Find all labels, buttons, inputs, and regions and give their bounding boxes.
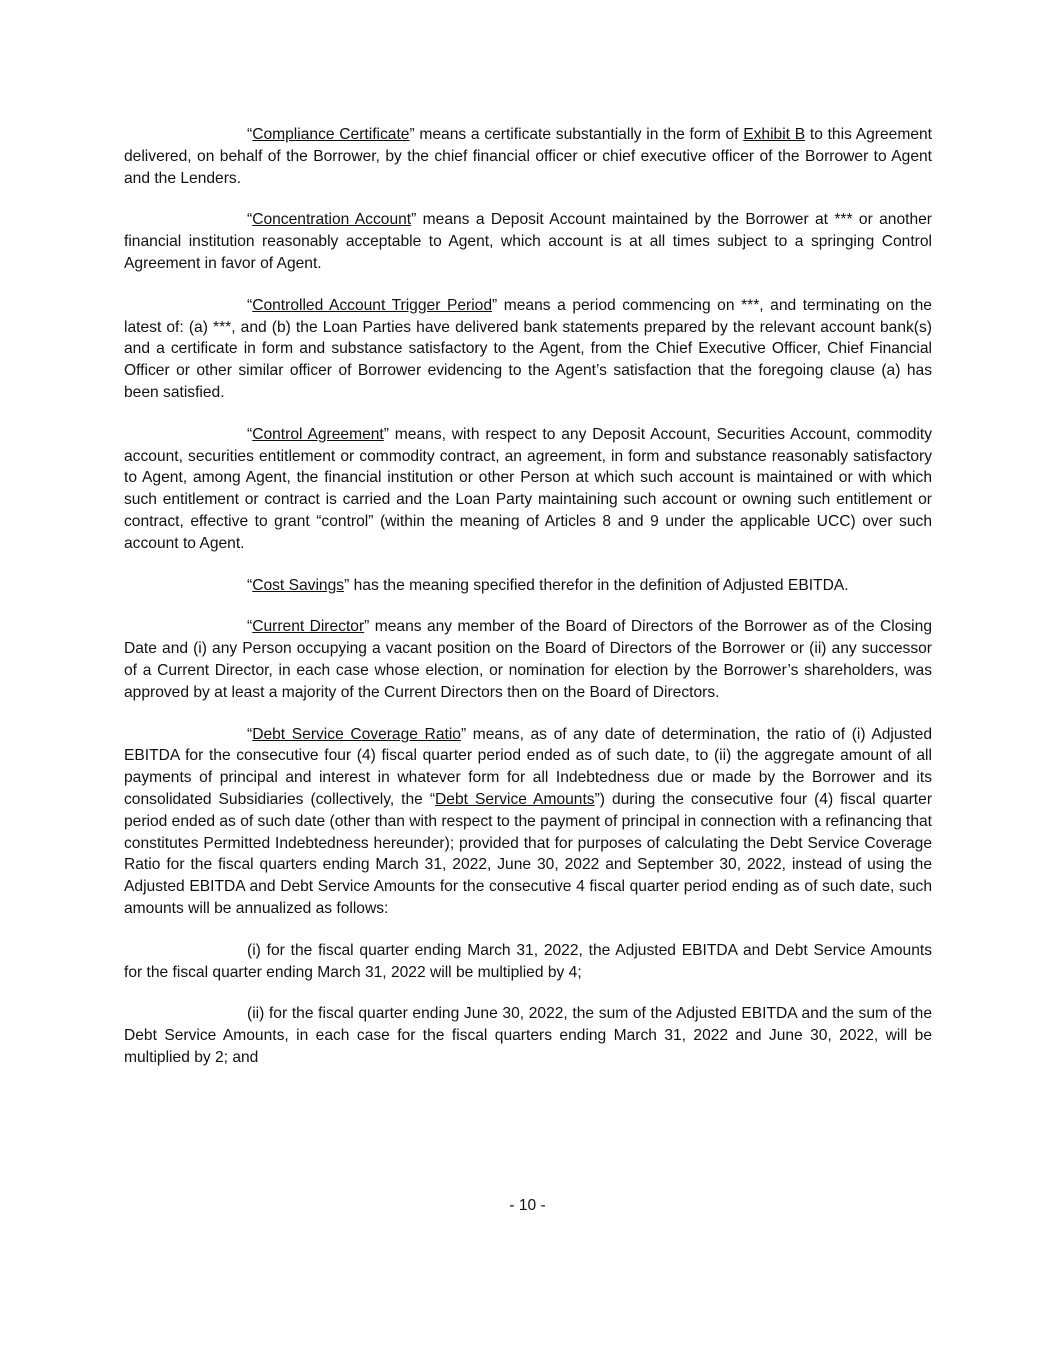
definition-control-agreement xyxy=(124,424,932,555)
open-quote: “ xyxy=(247,425,253,443)
definition-text: ”) during the consecutive four (4) fiscal quarter period ended as of such date (other than with respect to the payment of principal in connection with a refinancing that constitutes Permitted Indebtedness hereunder); provided that for purposes of calculating the Debt Service Coverage Ratio for the fiscal quarters ending March 31, 2022, June 30, 2022 and September 30, 2022, instead of using the Adjusted EBITDA and Debt Service Amounts for the consecutive 4 fiscal quarter period ending as of such date, such amounts will be annualized as follows: xyxy=(124,790,933,917)
defined-term: Controlled Account Trigger Period xyxy=(252,296,493,314)
document-page xyxy=(124,124,932,1089)
defined-term-inline: Debt Service Amounts xyxy=(435,790,595,808)
open-quote: “ xyxy=(247,211,253,229)
defined-term: Debt Service Coverage Ratio xyxy=(252,725,461,743)
definition-concentration-account xyxy=(124,209,932,274)
exhibit-reference: Exhibit B xyxy=(743,126,806,143)
open-quote: “ xyxy=(247,618,253,636)
defined-term: Current Director xyxy=(252,618,365,636)
definition-text: means a certificate substantially in the form of xyxy=(414,126,744,143)
definition-controlled-account-trigger-period xyxy=(124,295,932,404)
defined-term: Cost Savings xyxy=(252,576,345,594)
close-quote: ” xyxy=(383,425,389,443)
close-quote: ” xyxy=(364,618,370,636)
close-quote: ” xyxy=(409,126,415,143)
definition-current-director xyxy=(124,616,932,703)
open-quote: “ xyxy=(247,576,253,594)
definition-debt-service-coverage-ratio xyxy=(124,724,932,920)
clause-ii: (ii) for the fiscal quarter ending June 30, 2022, the sum of the Adjusted EBITDA and the sum of the Debt Service Amounts, in each case for the fiscal quarters ending March 31, 2022 and June 30, 2022, will be multiplied by 2; and xyxy=(124,1005,932,1066)
definition-cost-savings xyxy=(124,575,932,597)
definition-text: has the meaning specified therefor in the definition of Adjusted EBITDA. xyxy=(349,576,849,594)
clause-i: (i) for the fiscal quarter ending March 31, 2022, the Adjusted EBITDA and Debt Service Amounts for the fiscal quarter ending March 31, 2022 will be multiplied by 4; xyxy=(124,941,932,981)
definition-text: to this Agreement delivered, on behalf of the Borrower, by the chief financial officer or chief executive officer of the Borrower to Agent and the Lenders. xyxy=(124,126,932,187)
close-quote: ” xyxy=(411,211,417,229)
open-quote: “ xyxy=(247,126,253,143)
definition-text: means a period commencing on ***, and terminating on the latest of: (a) ***, and (b) the Loan Parties have delivered bank statements prepared by the relevant account bank(s) and a certificate in form and substance satisfactory to the Agent, from the Chief Executive Officer, Chief Financial Officer or other similar officer of Borrower evidencing to the Agent’s satisfaction that the foregoing clause (a) has been satisfied. xyxy=(124,296,932,401)
definition-compliance-certificate xyxy=(124,124,932,189)
open-quote: “ xyxy=(247,725,253,743)
defined-term: Concentration Account xyxy=(252,211,412,229)
defined-term: Compliance Certificate xyxy=(252,126,410,143)
definition-text: means any member of the Board of Directors of the Borrower as of the Closing Date and (i) any Person occupying a vacant position on the Board of Directors of the Borrower or (ii) any successor of a Current Director, in each case whose election, or nomination for election by the Borrower’s shareholders, was approved by at least a majority of the Current Directors then on the Board of Directors. xyxy=(124,618,932,701)
close-quote: ” xyxy=(492,296,498,314)
defined-term: Control Agreement xyxy=(252,425,384,443)
open-quote: “ xyxy=(247,296,253,314)
close-quote: ” xyxy=(460,725,467,743)
definition-text: means, as of any date of determination, the ratio of (i) Adjusted EBITDA for the consecutive four (4) fiscal quarter period ended as of such date, to (ii) the aggregate amount of all payments of principal and interest in whatever form for all Indebtedness due or made by the Borrower and its consolidated Subsidiaries (collectively, the “ xyxy=(124,725,933,808)
definition-text: means, with respect to any Deposit Account, Securities Account, commodity account, securities entitlement or commodity contract, an agreement, in form and substance reasonably satisfactory to Agent, among Agent, the financial institution or other Person at which such account is maintained or with which such entitlement or contract is carried and the Loan Party maintaining such account or owning such entitlement or contract, effective to grant “control” (within the meaning of Articles 8 and 9 under the applicable UCC) over such account to Agent. xyxy=(124,425,932,552)
definition-text: means a Deposit Account maintained by the Borrower at *** or another financial institution reasonably acceptable to Agent, which account is at all times subject to a springing Control Agreement in favor of Agent. xyxy=(124,211,932,272)
close-quote: ” xyxy=(344,576,350,594)
page-number: - 10 - xyxy=(509,1197,546,1214)
